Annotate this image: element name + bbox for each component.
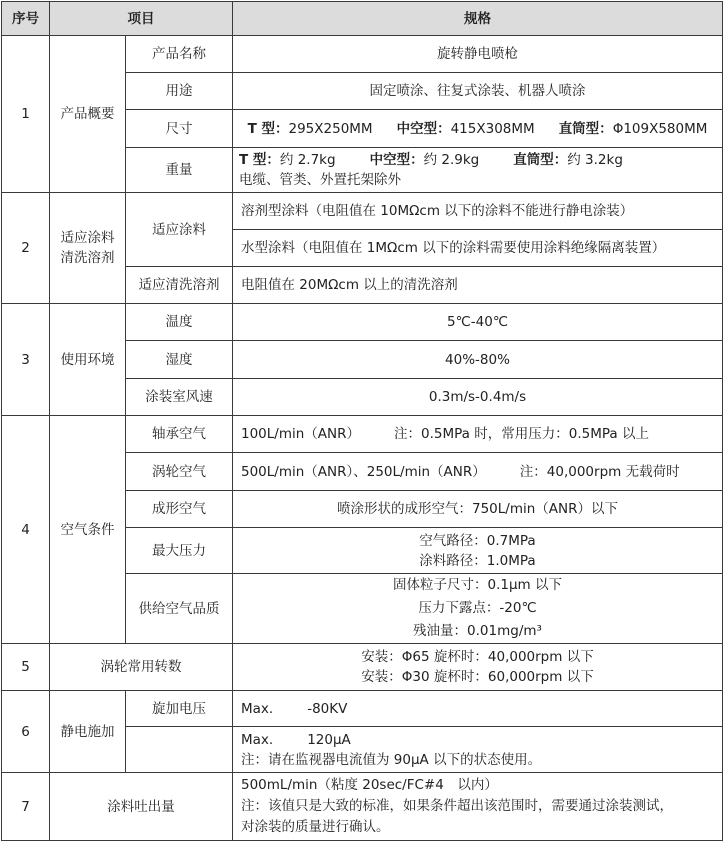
row-number: 4 xyxy=(2,416,50,644)
weight-s-value: 约 3.2kg xyxy=(567,152,623,168)
item-label: 产品名称 xyxy=(126,36,233,73)
weight-t-label: T 型： xyxy=(239,152,280,168)
spec-value: 喷涂形状的成形空气：750L/min（ANR）以下 xyxy=(233,491,723,528)
row-number: 5 xyxy=(2,644,50,691)
size-s-label: 直筒型： xyxy=(558,120,613,137)
spec-value: Max. 120μA 注：请在监视器电流值为 90μA 以下的状态使用。 xyxy=(233,727,723,773)
item-label: 旋加电压 xyxy=(126,691,233,727)
spec-value: 100L/min（ANR） 注：0.5MPa 时，常用压力：0.5MPa 以上 xyxy=(233,416,723,453)
table-row xyxy=(2,193,723,230)
spec-value: 0.3m/s-0.4m/s xyxy=(233,379,723,416)
spec-value xyxy=(233,148,723,193)
weight-m-label: 中空型： xyxy=(369,152,424,168)
spec-value: 5℃-40℃ xyxy=(233,304,723,341)
spec-value: 500mL/min（粘度 20sec/FC#4 以内） 注：该值只是大致的标准，如果条件超出该范围时，需要通过涂装测试， 对涂装的质量进行确认。 xyxy=(233,773,723,841)
item-label: 用途 xyxy=(126,73,233,110)
spec-value: 安装：Φ65 旋杯时：40,000rpm 以下 安装：Φ30 旋杯时：60,000rpm 以下 xyxy=(233,644,723,691)
item-label: 轴承空气 xyxy=(126,416,233,453)
header-no: 序号 xyxy=(2,2,50,36)
row-number: 3 xyxy=(2,304,50,416)
spec-value: 固定喷涂、往复式涂装、机器人喷涂 xyxy=(233,73,723,110)
item-label: 供给空气品质 xyxy=(126,574,233,644)
item-label: 适应涂料 xyxy=(126,193,233,267)
spec-value: 空气路径：0.7MPa 涂料路径：1.0MPa xyxy=(233,528,723,574)
size-m-value: 415X308MM xyxy=(450,120,535,137)
item-label: 尺寸 xyxy=(126,110,233,148)
table-row xyxy=(2,416,723,453)
row-number: 2 xyxy=(2,193,50,304)
row-number: 6 xyxy=(2,691,50,773)
size-m-label: 中空型： xyxy=(396,120,451,137)
group-label: 静电施加 xyxy=(50,691,126,773)
spec-value xyxy=(233,110,723,148)
header-item: 项目 xyxy=(50,2,233,36)
table-header-row xyxy=(2,2,723,36)
group-label: 产品概要 xyxy=(50,36,126,193)
size-t-value: 295X250MM xyxy=(288,120,373,137)
weight-s-label: 直筒型： xyxy=(513,152,568,168)
spec-value: 40%-80% xyxy=(233,341,723,379)
item-label xyxy=(126,727,233,773)
group-label: 涡轮常用转数 xyxy=(50,644,233,691)
row-number: 1 xyxy=(2,36,50,193)
group-label: 适应涂料 清洗溶剂 xyxy=(50,193,126,304)
spec-value: Max. -80KV xyxy=(233,691,723,727)
table-row xyxy=(2,304,723,341)
item-label: 适应清洗溶剂 xyxy=(126,267,233,304)
spec-table xyxy=(1,1,723,841)
weight-t-value: 约 2.7kg xyxy=(279,152,336,168)
item-label: 涂装室风速 xyxy=(126,379,233,416)
item-label: 重量 xyxy=(126,148,233,193)
spec-value: 固体粒子尺寸：0.1μm 以下 压力下露点：-20℃ 残油量：0.01mg/m³ xyxy=(233,574,723,644)
group-label: 涂料吐出量 xyxy=(50,773,233,841)
size-t-label: T 型： xyxy=(247,120,289,137)
table-row xyxy=(2,644,723,691)
spec-value: 溶剂型涂料（电阻值在 10MΩcm 以下的涂料不能进行静电涂装） xyxy=(233,193,723,230)
row-number: 7 xyxy=(2,773,50,841)
table-row xyxy=(2,36,723,73)
weight-note: 电缆、管类、外置托架除外 xyxy=(239,172,401,188)
size-s-value: Φ109X580MM xyxy=(612,120,708,137)
item-label: 涡轮空气 xyxy=(126,453,233,491)
spec-value: 旋转静电喷枪 xyxy=(233,36,723,73)
table-row xyxy=(2,691,723,727)
group-label: 使用环境 xyxy=(50,304,126,416)
item-label: 最大压力 xyxy=(126,528,233,574)
item-label: 温度 xyxy=(126,304,233,341)
header-spec: 规格 xyxy=(233,2,723,36)
spec-value: 500L/min（ANR）、250L/min（ANR） 注：40,000rpm 无载荷时 xyxy=(233,453,723,491)
spec-value: 电阻值在 20MΩcm 以上的清洗溶剂 xyxy=(233,267,723,304)
table-row xyxy=(2,773,723,841)
spec-value: 水型涂料（电阻值在 1MΩcm 以下的涂料需要使用涂料绝缘隔离装置） xyxy=(233,230,723,267)
weight-m-value: 约 2.9kg xyxy=(423,152,480,168)
group-label: 空气条件 xyxy=(50,416,126,644)
item-label: 湿度 xyxy=(126,341,233,379)
item-label: 成形空气 xyxy=(126,491,233,528)
